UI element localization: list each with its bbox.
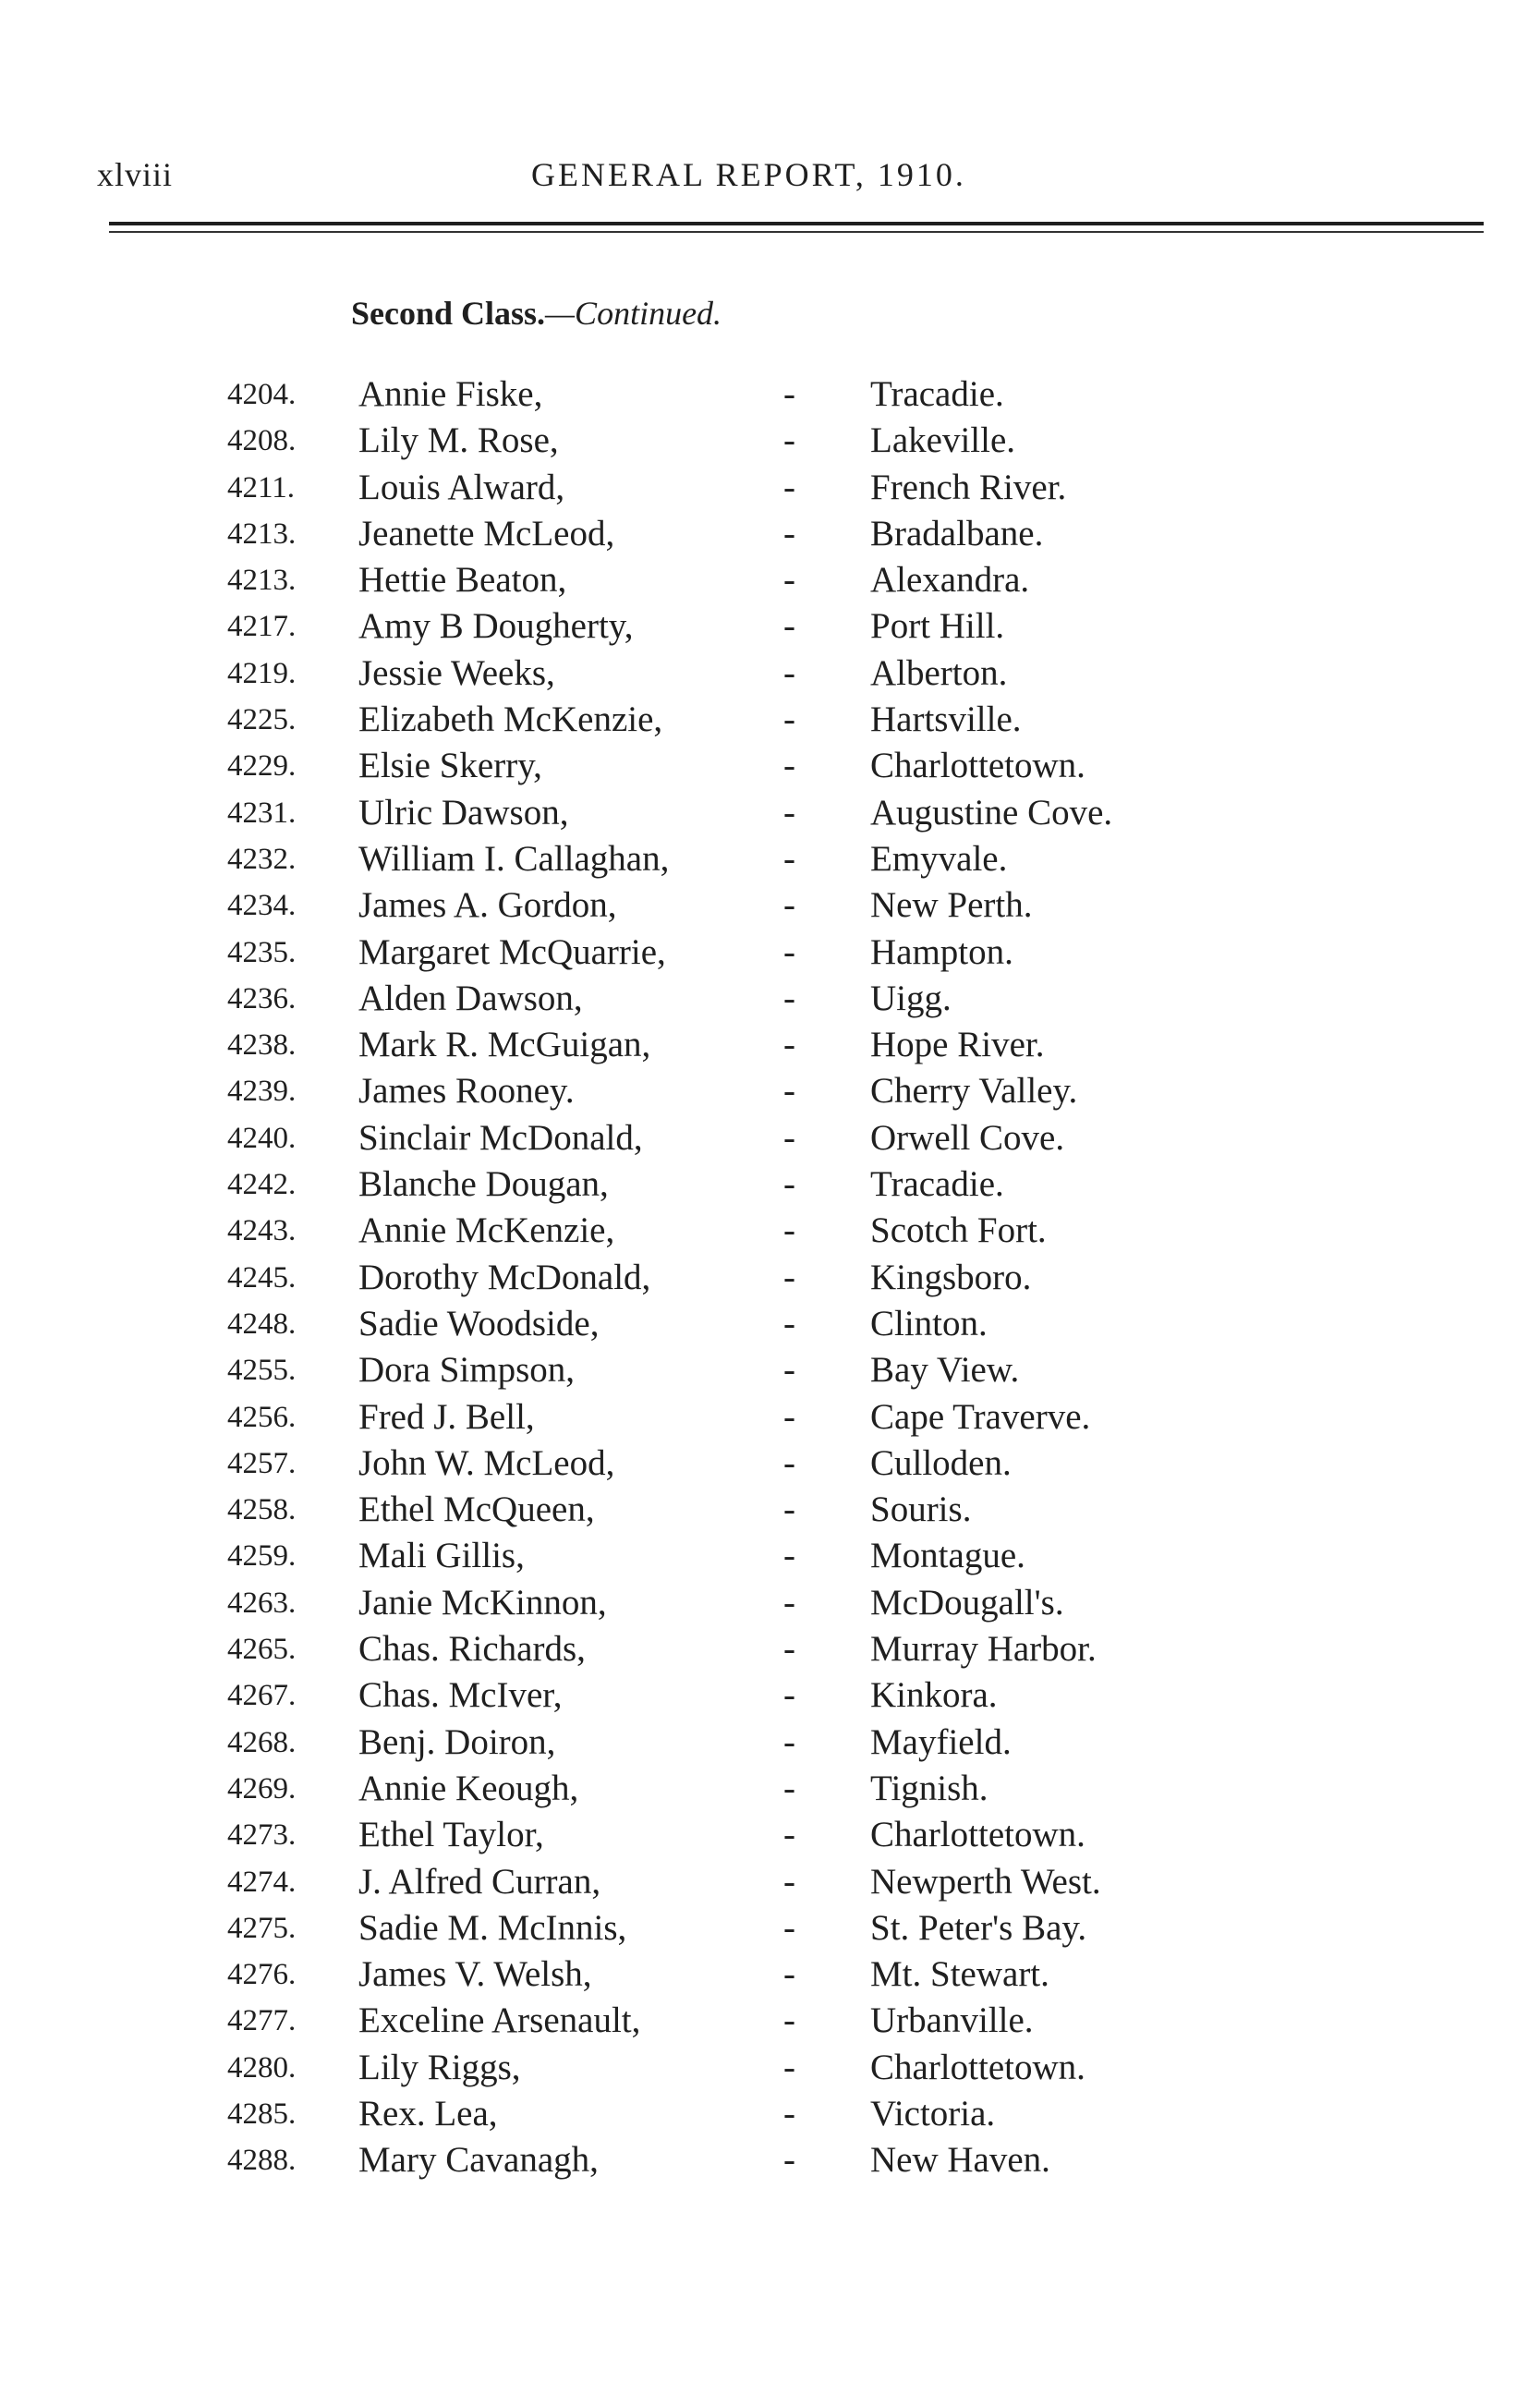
entry-dash: - xyxy=(783,560,795,601)
list-item xyxy=(0,1626,1540,1672)
entry-dash: - xyxy=(783,838,795,879)
entry-place: Cherry Valley. xyxy=(870,1071,1078,1112)
list-item xyxy=(0,650,1540,697)
entry-place: Kinkora. xyxy=(870,1675,998,1716)
entry-place: Emyvale. xyxy=(870,838,1008,879)
entry-name: Jeanette McLeod, xyxy=(358,513,615,553)
list-item xyxy=(0,511,1540,557)
list-item xyxy=(0,1766,1540,1812)
entry-number: 4255. xyxy=(227,1354,297,1388)
entry-dash: - xyxy=(783,606,795,647)
entry-number: 4243. xyxy=(227,1214,297,1248)
entry-place: Victoria. xyxy=(870,2093,996,2133)
entry-number: 4268. xyxy=(227,1725,297,1759)
entry-number: 4265. xyxy=(227,1633,297,1667)
entry-number: 4240. xyxy=(227,1121,297,1155)
entry-place: Cape Traverve. xyxy=(870,1396,1091,1437)
entry-name: Chas. McIver, xyxy=(358,1675,563,1716)
header-rule-thin xyxy=(109,231,1484,233)
entry-number: 4274. xyxy=(227,1865,297,1899)
entry-number: 4267. xyxy=(227,1679,297,1713)
entry-dash: - xyxy=(783,931,795,972)
entry-name: James V. Welsh, xyxy=(358,1954,592,1995)
entry-place: Scotch Fort. xyxy=(870,1210,1047,1251)
list-item xyxy=(0,1161,1540,1208)
list-item xyxy=(0,1022,1540,1068)
entry-number: 4258. xyxy=(227,1493,297,1527)
entry-place: Port Hill. xyxy=(870,606,1005,647)
entry-name: Lily Riggs, xyxy=(358,2047,521,2087)
entry-place: French River. xyxy=(870,467,1067,507)
entry-name: William I. Callaghan, xyxy=(358,838,670,879)
list-item xyxy=(0,1720,1540,1766)
entry-name: Annie McKenzie, xyxy=(358,1210,615,1251)
entry-place: Culloden. xyxy=(870,1442,1012,1483)
entry-name: Exceline Arsenault, xyxy=(358,2000,641,2041)
entry-name: Hettie Beaton, xyxy=(358,560,567,601)
entry-name: Louis Alward, xyxy=(358,467,565,507)
list-item xyxy=(0,743,1540,789)
entry-dash: - xyxy=(783,2093,795,2133)
list-item xyxy=(0,465,1540,511)
section-continued: —Continued. xyxy=(545,295,722,332)
entry-dash: - xyxy=(783,746,795,786)
entry-place: Orwell Cove. xyxy=(870,1117,1065,1158)
entry-number: 4269. xyxy=(227,1771,297,1805)
entry-number: 4234. xyxy=(227,889,297,923)
entry-name: Lily M. Rose, xyxy=(358,420,559,461)
entry-name: Alden Dawson, xyxy=(358,978,583,1018)
entry-dash: - xyxy=(783,1675,795,1716)
entry-number: 4280. xyxy=(227,2050,297,2085)
list-item xyxy=(0,1208,1540,1254)
entry-number: 4236. xyxy=(227,981,297,1015)
list-item xyxy=(0,2091,1540,2137)
entry-number: 4242. xyxy=(227,1168,297,1202)
list-item xyxy=(0,1998,1540,2044)
entry-number: 4213. xyxy=(227,517,297,551)
entry-dash: - xyxy=(783,374,795,414)
entry-number: 4257. xyxy=(227,1446,297,1480)
entry-dash: - xyxy=(783,1721,795,1762)
entry-dash: - xyxy=(783,1303,795,1343)
entry-place: Clinton. xyxy=(870,1303,988,1343)
entry-dash: - xyxy=(783,2000,795,2041)
list-item xyxy=(0,1115,1540,1161)
entry-name: J. Alfred Curran, xyxy=(358,1861,601,1902)
entry-place: Urbanville. xyxy=(870,2000,1034,2041)
entry-name: Amy B Dougherty, xyxy=(358,606,634,647)
entry-place: Charlottetown. xyxy=(870,1815,1085,1855)
entry-name: James Rooney. xyxy=(358,1071,575,1112)
entry-name: Janie McKinnon, xyxy=(358,1582,607,1623)
entry-dash: - xyxy=(783,978,795,1018)
entry-number: 4231. xyxy=(227,796,297,830)
entry-number: 4239. xyxy=(227,1075,297,1109)
list-item xyxy=(0,1301,1540,1347)
entry-place: Alexandra. xyxy=(870,560,1030,601)
entry-number: 4232. xyxy=(227,842,297,876)
entry-dash: - xyxy=(783,1025,795,1065)
entry-name: Sinclair McDonald, xyxy=(358,1117,643,1158)
entry-dash: - xyxy=(783,1629,795,1670)
entry-number: 4275. xyxy=(227,1911,297,1945)
entry-dash: - xyxy=(783,1164,795,1205)
entry-name: Benj. Doiron, xyxy=(358,1721,556,1762)
list-item xyxy=(0,1533,1540,1579)
entry-number: 4285. xyxy=(227,2097,297,2131)
list-item xyxy=(0,1580,1540,1626)
running-header xyxy=(0,155,1540,201)
entry-place: Bradalbane. xyxy=(870,513,1044,553)
entry-name: Sadie Woodside, xyxy=(358,1303,600,1343)
entry-dash: - xyxy=(783,1954,795,1995)
entry-place: Montague. xyxy=(870,1536,1025,1576)
entry-name: Rex. Lea, xyxy=(358,2093,498,2133)
entry-number: 4208. xyxy=(227,424,297,458)
entry-name: Mary Cavanagh, xyxy=(358,2140,599,2181)
entry-name: Blanche Dougan, xyxy=(358,1164,609,1205)
entry-name: Elizabeth McKenzie, xyxy=(358,699,663,740)
header-rule-thick xyxy=(109,222,1484,225)
entry-place: Bay View. xyxy=(870,1350,1020,1391)
entry-number: 4204. xyxy=(227,378,297,411)
entry-name: Dora Simpson, xyxy=(358,1350,575,1391)
list-item xyxy=(0,882,1540,929)
entry-place: New Perth. xyxy=(870,885,1033,926)
entry-dash: - xyxy=(783,652,795,693)
list-item xyxy=(0,976,1540,1022)
entry-name: Chas. Richards, xyxy=(358,1629,586,1670)
entry-place: Alberton. xyxy=(870,652,1008,693)
entry-dash: - xyxy=(783,1536,795,1576)
entry-dash: - xyxy=(783,1861,795,1902)
entry-number: 4229. xyxy=(227,749,297,784)
page-number: xlviii xyxy=(97,156,174,193)
entry-number: 4225. xyxy=(227,703,297,737)
list-item xyxy=(0,1347,1540,1393)
entry-number: 4277. xyxy=(227,2004,297,2038)
entry-place: Hartsville. xyxy=(870,699,1022,740)
entry-name: Dorothy McDonald, xyxy=(358,1257,651,1297)
list-item xyxy=(0,1859,1540,1905)
entry-place: Tignish. xyxy=(870,1768,988,1808)
entry-name: Jessie Weeks, xyxy=(358,652,555,693)
list-item xyxy=(0,790,1540,836)
entry-number: 4256. xyxy=(227,1400,297,1434)
entry-place: New Haven. xyxy=(870,2140,1050,2181)
entry-place: Newperth West. xyxy=(870,1861,1101,1902)
entry-place: Hope River. xyxy=(870,1025,1045,1065)
entry-number: 4211. xyxy=(227,470,296,504)
list-item xyxy=(0,1255,1540,1301)
entry-name: Margaret McQuarrie, xyxy=(358,931,666,972)
entry-name: Annie Fiske, xyxy=(358,374,543,414)
list-item xyxy=(0,1905,1540,1951)
report-title: GENERAL REPORT, 1910. xyxy=(531,156,966,193)
entry-dash: - xyxy=(783,2047,795,2087)
entry-number: 4248. xyxy=(227,1307,297,1341)
entry-name: Fred J. Bell, xyxy=(358,1396,535,1437)
entry-number: 4273. xyxy=(227,1818,297,1853)
entry-name: James A. Gordon, xyxy=(358,885,617,926)
entry-place: Charlottetown. xyxy=(870,746,1085,786)
entry-dash: - xyxy=(783,2140,795,2181)
entry-place: Souris. xyxy=(870,1489,972,1530)
list-item xyxy=(0,2137,1540,2183)
entry-number: 4238. xyxy=(227,1028,297,1063)
list-item xyxy=(0,557,1540,603)
entry-place: St. Peter's Bay. xyxy=(870,1907,1087,1948)
list-item xyxy=(0,1394,1540,1441)
entry-dash: - xyxy=(783,1582,795,1623)
entry-name: Ethel Taylor, xyxy=(358,1815,544,1855)
list-item xyxy=(0,1951,1540,1998)
list-item xyxy=(0,1441,1540,1487)
list-item xyxy=(0,603,1540,650)
entry-name: Annie Keough, xyxy=(358,1768,579,1808)
entry-place: Tracadie. xyxy=(870,374,1004,414)
list-item xyxy=(0,2045,1540,2091)
entry-place: Kingsboro. xyxy=(870,1257,1032,1297)
entry-dash: - xyxy=(783,1210,795,1251)
entry-name: John W. McLeod, xyxy=(358,1442,615,1483)
entry-place: Lakeville. xyxy=(870,420,1016,461)
entry-list xyxy=(0,371,1540,2184)
entry-number: 4217. xyxy=(227,610,297,644)
entry-dash: - xyxy=(783,1071,795,1112)
entry-dash: - xyxy=(783,1442,795,1483)
entry-number: 4245. xyxy=(227,1260,297,1295)
entry-number: 4288. xyxy=(227,2144,297,2178)
entry-name: Ethel McQueen, xyxy=(358,1489,595,1530)
entry-dash: - xyxy=(783,420,795,461)
entry-dash: - xyxy=(783,1907,795,1948)
list-item xyxy=(0,418,1540,464)
entry-dash: - xyxy=(783,792,795,833)
section-label: Second Class. xyxy=(351,295,546,332)
list-item xyxy=(0,836,1540,882)
entry-dash: - xyxy=(783,1117,795,1158)
entry-number: 4235. xyxy=(227,935,297,969)
entry-number: 4263. xyxy=(227,1586,297,1620)
entry-name: Mark R. McGuigan, xyxy=(358,1025,651,1065)
entry-place: Charlottetown. xyxy=(870,2047,1085,2087)
entry-number: 4276. xyxy=(227,1958,297,1992)
entry-name: Mali Gillis, xyxy=(358,1536,525,1576)
list-item xyxy=(0,697,1540,743)
entry-dash: - xyxy=(783,513,795,553)
list-item xyxy=(0,930,1540,976)
list-item xyxy=(0,371,1540,418)
entry-name: Sadie M. McInnis, xyxy=(358,1907,627,1948)
entry-place: McDougall's. xyxy=(870,1582,1064,1623)
entry-dash: - xyxy=(783,1257,795,1297)
entry-number: 4213. xyxy=(227,564,297,598)
entry-name: Ulric Dawson, xyxy=(358,792,569,833)
section-heading xyxy=(351,294,721,333)
list-item xyxy=(0,1672,1540,1719)
entry-place: Mt. Stewart. xyxy=(870,1954,1049,1995)
entry-dash: - xyxy=(783,1396,795,1437)
entry-dash: - xyxy=(783,1815,795,1855)
entry-place: Hampton. xyxy=(870,931,1013,972)
entry-place: Mayfield. xyxy=(870,1721,1012,1762)
entry-place: Murray Harbor. xyxy=(870,1629,1097,1670)
entry-name: Elsie Skerry, xyxy=(358,746,542,786)
list-item xyxy=(0,1068,1540,1114)
entry-place: Uigg. xyxy=(870,978,952,1018)
entry-number: 4259. xyxy=(227,1539,297,1574)
entry-number: 4219. xyxy=(227,656,297,690)
entry-dash: - xyxy=(783,1768,795,1808)
entry-dash: - xyxy=(783,467,795,507)
list-item xyxy=(0,1487,1540,1533)
entry-place: Augustine Cove. xyxy=(870,792,1113,833)
entry-dash: - xyxy=(783,699,795,740)
list-item xyxy=(0,1812,1540,1858)
entry-place: Tracadie. xyxy=(870,1164,1004,1205)
entry-dash: - xyxy=(783,885,795,926)
entry-dash: - xyxy=(783,1350,795,1391)
entry-dash: - xyxy=(783,1489,795,1530)
